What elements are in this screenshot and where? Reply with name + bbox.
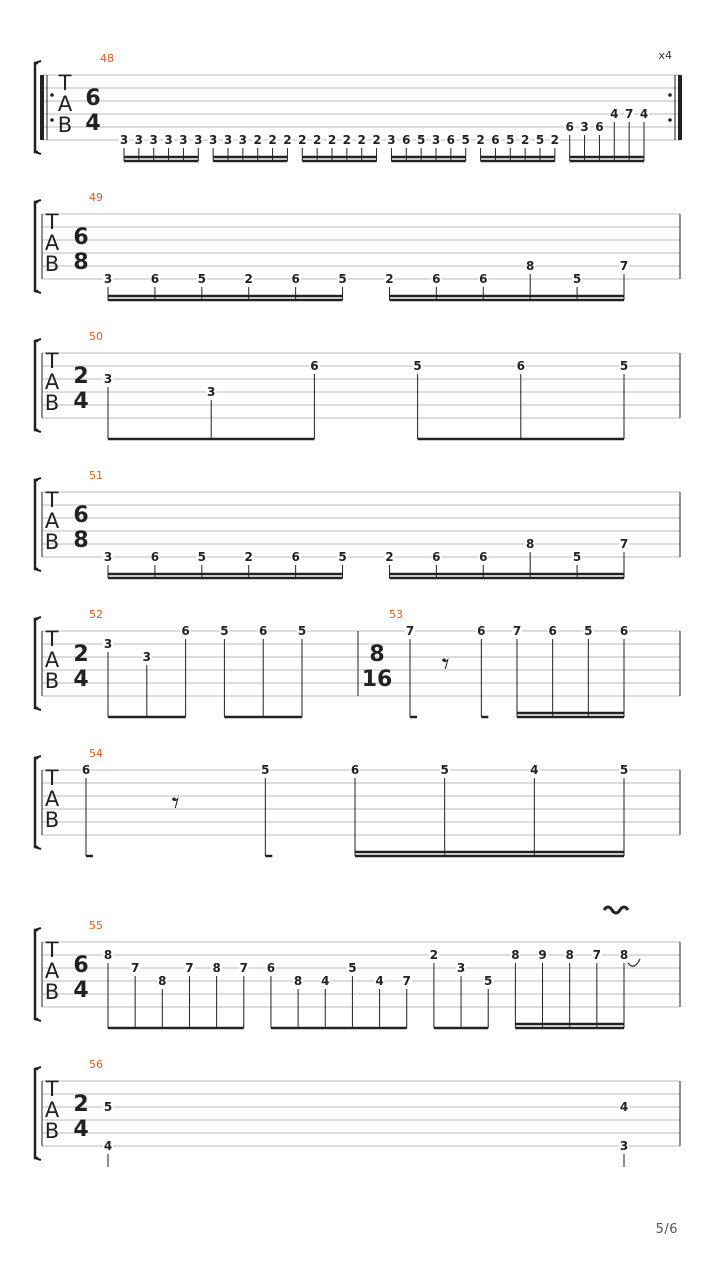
fret-number: 3 <box>149 133 158 147</box>
fret-number: 6 <box>150 272 160 286</box>
fret-number: 6 <box>310 359 319 373</box>
fret-number: 2 <box>253 133 262 147</box>
fret-number: 3 <box>456 961 466 975</box>
fret-number: 5 <box>220 624 229 638</box>
fret-number: 5 <box>461 133 470 147</box>
fret-number: 2 <box>244 272 253 286</box>
fret-number: 5 <box>619 763 629 777</box>
fret-number: 8 <box>293 974 303 988</box>
bracket-tip <box>35 61 41 63</box>
repeat-dot <box>668 118 672 122</box>
fret-number: 6 <box>491 133 500 147</box>
fret-number: 5 <box>535 133 545 147</box>
fret-number: 2 <box>268 133 277 147</box>
fret-number: 6 <box>181 624 190 638</box>
rest-symbol: 𝄾 <box>171 786 180 821</box>
time-signature-bottom: 4 <box>73 1117 89 1142</box>
fret-number: 7 <box>185 961 194 975</box>
fret-number: 8 <box>526 537 535 551</box>
fret-number: 8 <box>526 259 535 273</box>
system-bracket <box>35 619 38 708</box>
fret-number: 3 <box>223 133 233 147</box>
fret-number: 4 <box>619 1100 629 1114</box>
fret-number: 3 <box>103 272 113 286</box>
tab-clef-letter: T <box>45 210 59 234</box>
rest-symbol: 𝄾 <box>441 647 450 682</box>
fret-number: 3 <box>580 120 589 134</box>
fret-number: 2 <box>244 550 253 564</box>
fret-number: 4 <box>103 1139 113 1153</box>
time-signature-bottom: 4 <box>73 667 89 692</box>
fret-number: 3 <box>238 133 248 147</box>
tab-clef-letter: A <box>44 787 60 811</box>
system-bracket <box>35 1069 38 1158</box>
fret-number: 6 <box>446 133 456 147</box>
fret-number: 7 <box>405 624 415 638</box>
measure-number: 51 <box>89 469 103 482</box>
fret-number: 6 <box>432 272 441 286</box>
fret-number: 3 <box>103 550 113 564</box>
fret-number: 5 <box>338 272 347 286</box>
system-bracket <box>35 480 38 569</box>
fret-number: 2 <box>476 133 485 147</box>
time-signature-bottom: 16 <box>361 667 393 692</box>
fret-number: 2 <box>312 133 322 147</box>
bracket-tip <box>35 928 41 930</box>
fret-number: 8 <box>565 948 574 962</box>
fret-number: 2 <box>372 133 381 147</box>
repeat-dot <box>50 118 54 122</box>
fret-number: 3 <box>431 133 441 147</box>
fret-number: 6 <box>432 550 441 564</box>
measure-number: 55 <box>89 919 103 932</box>
bracket-tip <box>35 200 41 202</box>
bracket-tip <box>35 569 41 571</box>
fret-number: 3 <box>119 133 129 147</box>
fret-number: 7 <box>402 974 411 988</box>
fret-number: 2 <box>327 133 337 147</box>
tab-clef-letter: B <box>44 391 60 415</box>
measure-number: 53 <box>389 608 403 621</box>
tab-clef-letter: B <box>44 980 60 1004</box>
fret-number: 6 <box>548 624 557 638</box>
fret-number: 2 <box>385 272 394 286</box>
fret-number: 3 <box>164 133 173 147</box>
bracket-tip <box>35 339 41 341</box>
fret-number: 5 <box>572 272 582 286</box>
fret-number: 6 <box>479 550 488 564</box>
fret-number: 3 <box>194 133 203 147</box>
fret-number: 3 <box>142 650 151 664</box>
fret-number: 7 <box>619 259 629 273</box>
tab-clef-letter: A <box>44 509 60 533</box>
tab-clef-letter: B <box>57 113 73 137</box>
bracket-tip <box>35 708 41 710</box>
fret-number: 2 <box>385 550 394 564</box>
time-signature-top: 6 <box>73 503 89 528</box>
fret-number: 8 <box>619 948 629 962</box>
time-signature-bottom: 4 <box>73 389 89 414</box>
fret-number: 5 <box>484 974 493 988</box>
fret-number: 2 <box>520 133 530 147</box>
fret-number: 5 <box>572 550 582 564</box>
page-number: 5/6 <box>655 1222 678 1237</box>
tab-clef-letter: T <box>45 627 59 651</box>
fret-number: 3 <box>134 133 144 147</box>
system-bracket <box>35 63 38 152</box>
time-signature-bottom: 4 <box>73 978 89 1003</box>
system-bracket <box>35 341 38 430</box>
bracket-tip <box>35 617 41 619</box>
fret-number: 4 <box>610 107 619 121</box>
tab-clef-letter: T <box>45 1077 59 1101</box>
measure-number: 48 <box>100 52 114 65</box>
fret-number: 8 <box>511 948 520 962</box>
tab-clef-letter: B <box>44 252 60 276</box>
time-signature-bottom: 4 <box>85 111 101 136</box>
fret-number: 3 <box>207 385 216 399</box>
tab-clef-letter: T <box>45 349 59 373</box>
measure-number: 52 <box>89 608 103 621</box>
fret-number: 7 <box>624 107 634 121</box>
fret-number: 2 <box>283 133 292 147</box>
measure-number: 54 <box>89 747 103 760</box>
system-bracket <box>35 202 38 291</box>
fret-number: 4 <box>530 763 539 777</box>
time-signature-top: 2 <box>73 642 89 667</box>
bracket-tip <box>35 756 41 758</box>
fret-number: 2 <box>357 133 366 147</box>
bracket-tip <box>35 847 41 849</box>
fret-number: 5 <box>584 624 593 638</box>
bracket-tip <box>35 1067 41 1069</box>
tab-clef-letter: A <box>44 648 60 672</box>
repeat-dot <box>50 93 54 97</box>
time-signature-top: 6 <box>85 86 101 111</box>
fret-number: 6 <box>619 624 629 638</box>
repeat-dot <box>668 93 672 97</box>
fret-number: 5 <box>338 550 347 564</box>
bracket-tip <box>35 152 41 154</box>
fret-number: 6 <box>291 550 300 564</box>
bracket-tip <box>35 478 41 480</box>
fret-number: 6 <box>259 624 268 638</box>
tab-clef-letter: A <box>44 231 60 255</box>
fret-number: 6 <box>266 961 276 975</box>
fret-number: 5 <box>297 624 307 638</box>
time-signature-top: 8 <box>369 642 385 667</box>
repeat-count: x4 <box>658 49 672 62</box>
tab-clef-letter: B <box>44 1119 60 1143</box>
fret-number: 3 <box>387 133 396 147</box>
tab-clef-letter: A <box>57 92 73 116</box>
tie-curve <box>628 959 640 966</box>
fret-number: 3 <box>619 1139 629 1153</box>
bracket-tip <box>35 1019 41 1021</box>
time-signature-top: 6 <box>73 953 89 978</box>
fret-number: 7 <box>239 961 248 975</box>
fret-number: 8 <box>103 948 113 962</box>
tab-clef-letter: A <box>44 370 60 394</box>
fret-number: 5 <box>416 133 426 147</box>
tab-clef-letter: B <box>44 530 60 554</box>
fret-number: 5 <box>197 550 206 564</box>
measure-number: 50 <box>89 330 103 343</box>
fret-number: 5 <box>197 272 206 286</box>
tab-clef-letter: T <box>45 938 59 962</box>
fret-number: 5 <box>261 763 270 777</box>
fret-number: 6 <box>516 359 525 373</box>
fret-number: 7 <box>619 537 629 551</box>
tab-clef-letter: T <box>58 71 72 95</box>
tab-clef-letter: T <box>45 488 59 512</box>
fret-number: 6 <box>291 272 300 286</box>
bracket-tip <box>35 430 41 432</box>
tab-clef-letter: B <box>44 669 60 693</box>
fret-number: 7 <box>592 948 602 962</box>
fret-number: 2 <box>429 948 439 962</box>
tab-clef-letter: B <box>44 808 60 832</box>
time-signature-top: 2 <box>73 1092 89 1117</box>
fret-number: 6 <box>150 550 160 564</box>
fret-number: 2 <box>298 133 307 147</box>
system-bracket <box>35 758 38 847</box>
fret-number: 6 <box>477 624 486 638</box>
bracket-tip <box>35 1158 41 1160</box>
fret-number: 4 <box>321 974 330 988</box>
fret-number: 5 <box>619 359 629 373</box>
fret-number: 8 <box>158 974 167 988</box>
tab-clef-letter: A <box>44 1098 60 1122</box>
fret-number: 5 <box>506 133 515 147</box>
time-signature-top: 6 <box>73 225 89 250</box>
time-signature-top: 2 <box>73 364 89 389</box>
fret-number: 9 <box>538 948 547 962</box>
fret-number: 7 <box>512 624 522 638</box>
fret-number: 4 <box>375 974 384 988</box>
fret-number: 2 <box>550 133 560 147</box>
fret-number: 3 <box>103 372 113 386</box>
fret-number: 3 <box>103 637 113 651</box>
vibrato-symbol <box>604 907 628 913</box>
fret-number: 6 <box>479 272 488 286</box>
fret-number: 6 <box>402 133 411 147</box>
fret-number: 4 <box>639 107 649 121</box>
measure-number: 56 <box>89 1058 103 1071</box>
time-signature-bottom: 8 <box>73 528 89 553</box>
fret-number: 6 <box>595 120 604 134</box>
fret-number: 3 <box>179 133 188 147</box>
measure-number: 49 <box>89 191 103 204</box>
fret-number: 6 <box>565 120 574 134</box>
system-bracket <box>35 930 38 1019</box>
fret-number: 5 <box>103 1100 113 1114</box>
fret-number: 5 <box>348 961 357 975</box>
fret-number: 6 <box>81 763 91 777</box>
tab-clef-letter: A <box>44 959 60 983</box>
fret-number: 7 <box>130 961 140 975</box>
fret-number: 6 <box>350 763 360 777</box>
fret-number: 2 <box>342 133 352 147</box>
fret-number: 8 <box>212 961 221 975</box>
fret-number: 5 <box>440 763 449 777</box>
fret-number: 5 <box>413 359 422 373</box>
tab-clef-letter: T <box>45 766 59 790</box>
fret-number: 3 <box>208 133 218 147</box>
time-signature-bottom: 8 <box>73 250 89 275</box>
bracket-tip <box>35 291 41 293</box>
